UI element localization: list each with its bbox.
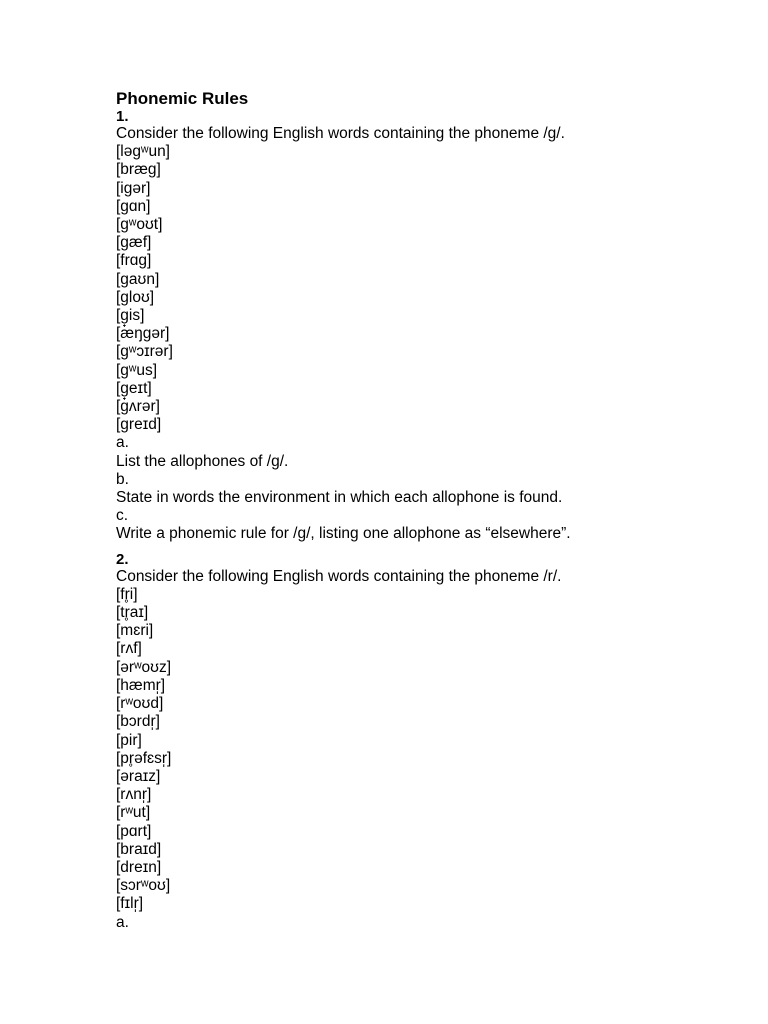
- part-letter: a.: [116, 434, 129, 452]
- part-letter: b.: [116, 470, 129, 488]
- word-list: [116, 143, 736, 434]
- word-item: [rʷut]: [116, 804, 151, 822]
- word-item: [frɑg]: [116, 252, 152, 270]
- word-item: [gʷus]: [116, 361, 158, 379]
- word-item: [tr̥aɪ]: [116, 604, 149, 622]
- question-number: 2.: [116, 550, 129, 568]
- question-intro: Consider the following English words containing the phoneme /r/.: [116, 567, 562, 585]
- word-item: [ləgʷun]: [116, 143, 170, 161]
- question-intro: Consider the following English words containing the phoneme /g/.: [116, 125, 565, 142]
- word-item: [braɪd]: [116, 840, 162, 858]
- document-page: [116, 89, 736, 932]
- word-item: [g̟is]: [116, 307, 145, 325]
- word-item: [gʷoʊt]: [116, 216, 163, 234]
- part-text: State in words the environment in which each allophone is found.: [116, 489, 563, 507]
- word-item: [gaʊn]: [116, 270, 160, 288]
- word-item: [hæmr̩]: [116, 676, 166, 694]
- part-letter: c.: [116, 507, 129, 525]
- word-item: [mɛri]: [116, 622, 154, 640]
- word-item: [greɪd]: [116, 416, 162, 434]
- question-2: [116, 552, 736, 932]
- word-item: [fr̥i]: [116, 585, 138, 603]
- word-item: [rʌnr̩]: [116, 786, 152, 804]
- word-item: [gloʊ]: [116, 288, 155, 306]
- word-item: [sɔrʷoʊ]: [116, 877, 171, 895]
- word-item: [gɑn]: [116, 197, 151, 215]
- word-item: [æŋgər]: [116, 325, 170, 343]
- word-item: [fɪlr̩]: [116, 895, 144, 913]
- word-item: [bɔrdr̩]: [116, 713, 160, 731]
- word-item: [gʌrər]: [116, 398, 160, 416]
- part-text: Write a phonemic rule for /g/, listing one allophone as “elsewhere”.: [116, 525, 571, 543]
- word-item: [rʷoʊd]: [116, 695, 164, 713]
- question-1: [116, 109, 736, 544]
- part-letter: a.: [116, 913, 129, 931]
- word-item: [dreɪn]: [116, 858, 162, 876]
- word-item: [rʌf]: [116, 640, 142, 658]
- word-item: [bræg]: [116, 161, 161, 179]
- word-item: [gæf]: [116, 234, 152, 252]
- word-item: [pr̥əfɛsr̩]: [116, 749, 172, 767]
- document-title: Phonemic Rules: [116, 89, 249, 108]
- question-number: 1.: [116, 108, 129, 125]
- part-text: List the allophones of /g/.: [116, 452, 289, 470]
- word-item: [gʷɔɪrər]: [116, 343, 173, 361]
- word-item: [pir]: [116, 731, 142, 749]
- word-item: [g̟eɪt]: [116, 379, 152, 397]
- word-item: [pɑrt]: [116, 822, 152, 840]
- word-item: [əraɪz]: [116, 767, 161, 785]
- word-list: [116, 586, 736, 914]
- word-item: [ərʷoʊz]: [116, 658, 172, 676]
- word-item: [igər]: [116, 179, 151, 197]
